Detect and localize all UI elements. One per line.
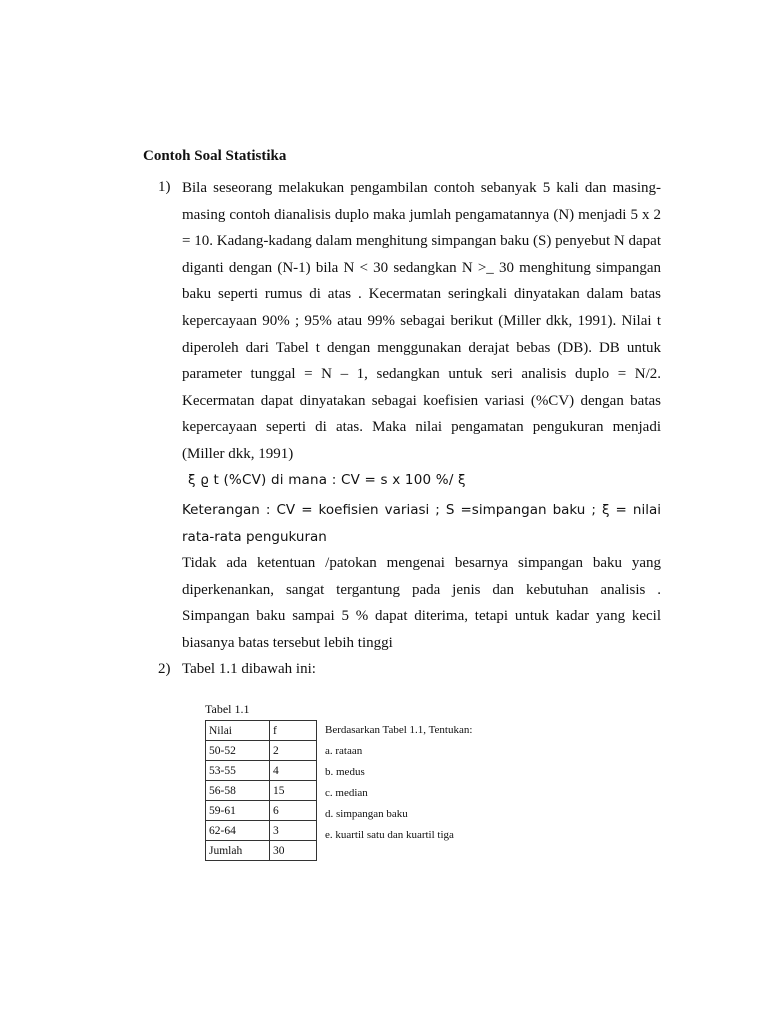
page-title: Contoh Soal Statistika	[143, 148, 287, 164]
table-row	[206, 741, 317, 761]
cell-nilai: 56-58	[206, 781, 270, 801]
cell-jumlah-value: 30	[270, 841, 317, 861]
cell-nilai: 62-64	[206, 821, 270, 841]
cell-nilai: 59-61	[206, 801, 270, 821]
cell-f: 15	[270, 781, 317, 801]
cell-f: 2	[270, 741, 317, 761]
table-figure	[205, 700, 485, 880]
item-1-number: 1)	[158, 179, 171, 195]
formula-line: ξ ϱ t (%CV) di mana : CV = s x 100 %/ ξ	[188, 472, 466, 488]
table-row	[206, 761, 317, 781]
table-instruction: Berdasarkan Tabel 1.1, Tentukan:	[325, 724, 473, 736]
cell-f: 6	[270, 801, 317, 821]
question-item: c. median	[325, 787, 368, 799]
cell-f: 3	[270, 821, 317, 841]
question-item: a. rataan	[325, 745, 363, 757]
frequency-table	[205, 720, 317, 861]
header-nilai: Nilai	[206, 721, 270, 741]
table-row	[206, 781, 317, 801]
item-2-text: Tabel 1.1 dibawah ini:	[182, 661, 316, 677]
keterangan-text: Keterangan : CV = koefisien variasi ; S =simpangan baku ; ξ = nilai rata-rata pengukuran	[182, 502, 661, 545]
table-row	[206, 801, 317, 821]
item-2-number: 2)	[158, 661, 171, 677]
cell-f: 4	[270, 761, 317, 781]
table-caption: Tabel 1.1	[205, 702, 250, 716]
cell-nilai: 50-52	[206, 741, 270, 761]
item-1-paragraph: Bila seseorang melakukan pengambilan contoh sebanyak 5 kali dan masing-masing contoh dianalisis duplo maka jumlah pengamatannya (N) menjadi 5 x 2 = 10. Kadang-kadang dalam menghitung simpangan baku (S) penyebut N dapat diganti dengan (N-1) bila N < 30 sedangkan N >_ 30 menghitung simpangan baku seperti rumus di atas . Kecermatan seringkali dinyatakan dalam batas kepercayaan 90% ; 95% atau 99% sebagai berikut (Miller dkk, 1991). Nilai t diperoleh dari Tabel t dengan menggunakan derajat bebas (DB). DB untuk parameter tunggal = N – 1, sedangkan untuk seri analisis duplo = N/2. Kecermatan dapat dinyatakan sebagai koefisien variasi (%CV) dengan batas kepercayaan seperti di atas. Maka nilai pengamatan pengukuran menjadi (Miller dkk, 1991)	[182, 180, 661, 462]
question-item: b. medus	[325, 766, 365, 778]
table-header-row	[206, 721, 317, 741]
cell-jumlah-label: Jumlah	[206, 841, 270, 861]
item-1-paragraph-2: Tidak ada ketentuan /patokan mengenai besarnya simpangan baku yang diperkenankan, sangat tergantung pada jenis dan kebutuhan analisis . Simpangan baku sampai 5 % dapat diterima, tetapi untuk kadar yang kecil biasanya batas tersebut lebih tinggi	[182, 555, 661, 651]
table-total-row	[206, 841, 317, 861]
question-item: e. kuartil satu dan kuartil tiga	[325, 829, 454, 841]
cell-nilai: 53-55	[206, 761, 270, 781]
question-item: d. simpangan baku	[325, 808, 408, 820]
header-f: f	[270, 721, 317, 741]
table-row	[206, 821, 317, 841]
